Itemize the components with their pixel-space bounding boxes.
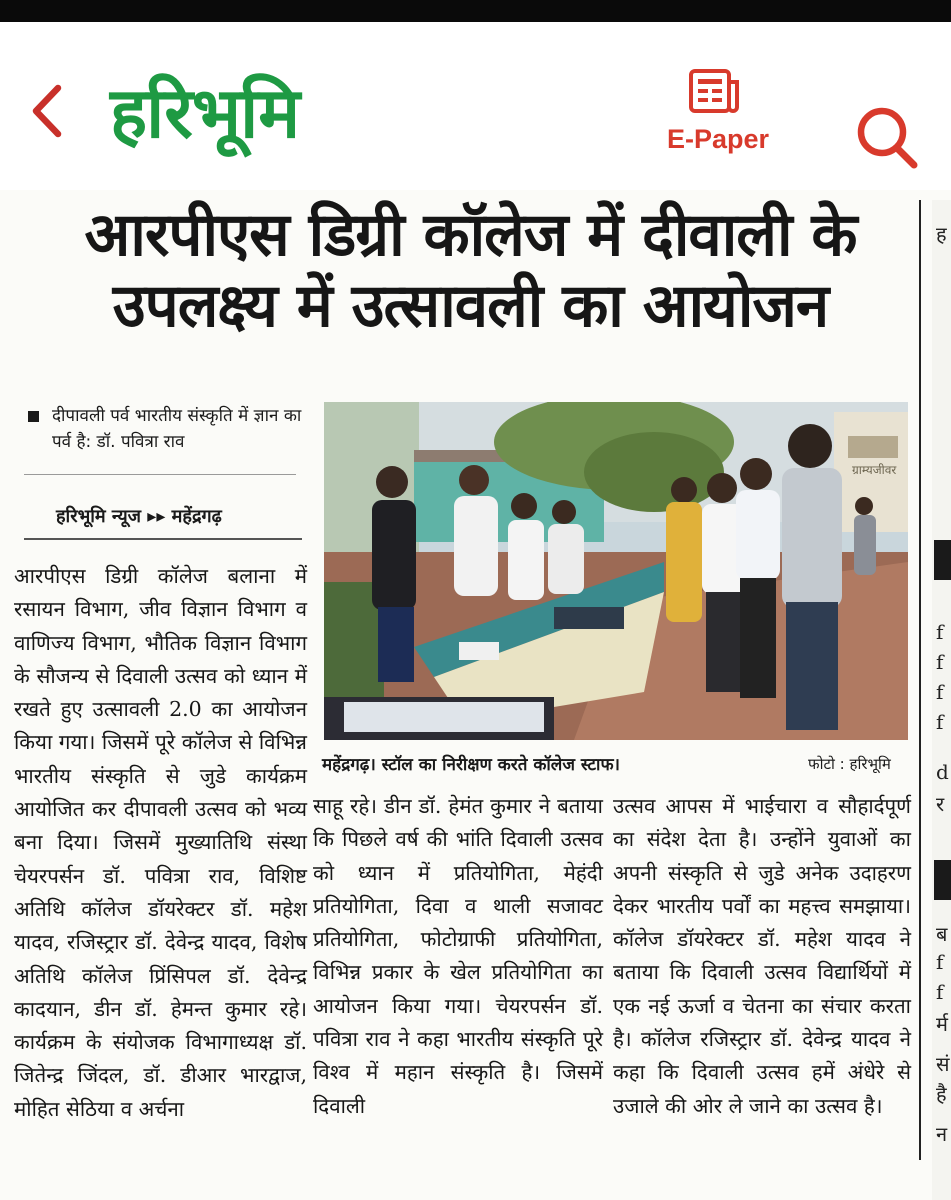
divider xyxy=(24,538,302,540)
article-column-3: उत्सव आपस में भाईचारा व सौहार्दपूर्ण का संदेश देता है। उन्होंने युवाओं का अपनी संस्कृति से जुडे अनेक उदाहरण देकर भारतीय पर्वों का महत्त्व समझाया। कॉलेज डॉयरेक्टर डॉ. महेश यादव ने बताया कि दिवाली उत्सव विद्यार्थियों में एक नई ऊर्जा व चेतना का संचार करता है। कॉलेज रजिस्ट्रार डॉ. देवेन्द्र यादव ने कहा कि दिवाली उत्सव हमें अंधेरे से उजाले की ओर ले जाने का उत्सव है। xyxy=(613,794,911,1118)
article-subhead xyxy=(24,404,304,455)
edge-glyph: है xyxy=(936,1082,947,1106)
article-column-2: साहू रहे। डीन डॉ. हेमंत कुमार ने बताया कि पिछले वर्ष की भांति दिवाली उत्सव को ध्यान में प्रतियोगिता, मेहंदी प्रतियोगिता, दिवा व थाली सजावट प्रतियोगिता, फोटोग्राफी प्रतियोगिता, विभिन्न प्रकार के खेल प्रतियोगिता का आयोजन किया गया। चेयरपर्सन डॉ. पवित्रा राव ने कहा भारतीय संस्कृति पूरे विश्व में महान संस्कृति है। जिसमें दिवाली xyxy=(313,794,603,1118)
headline-line-1: आरपीएस डिग्री कॉलेज में दीवाली के xyxy=(84,200,857,270)
divider xyxy=(24,474,296,475)
bullet-square-icon xyxy=(28,411,39,422)
edge-glyph: d xyxy=(936,760,949,784)
edge-glyph: र xyxy=(936,792,945,816)
app-header xyxy=(0,22,951,190)
edge-glyph: f xyxy=(936,680,944,704)
device-status-strip xyxy=(0,0,951,22)
epaper-button[interactable] xyxy=(648,68,788,163)
edge-glyph: f xyxy=(936,620,944,644)
newspaper-icon xyxy=(688,68,742,114)
site-logo[interactable]: हरिभूमि xyxy=(110,72,300,154)
edge-glyph: सं xyxy=(936,1052,950,1076)
edge-glyph: र्म xyxy=(936,1012,948,1036)
photo-caption: महेंद्रगढ़। स्टॉल का निरीक्षण करते कॉलेज स्टाफ। xyxy=(322,755,620,775)
search-icon xyxy=(852,102,924,174)
chevron-left-icon xyxy=(30,84,64,138)
edge-dark-band xyxy=(934,540,951,580)
search-button[interactable] xyxy=(852,102,924,174)
edge-glyph: f xyxy=(936,950,944,974)
photo-credit: फोटो : हरिभूमि xyxy=(808,755,891,773)
column-rule xyxy=(919,200,921,1160)
edge-glyph: न xyxy=(936,1122,948,1146)
edge-glyph: f xyxy=(936,710,944,734)
article-column-1: आरपीएस डिग्री कॉलेज बलाना में रसायन विभाग, जीव विज्ञान विभाग व वाणिज्य विभाग, भौतिक विज्ञान विभाग के सौजन्य से दिवाली उत्सव को ध्यान में रखते हुए उत्सावली 2.0 का आयोजन किया गया। जिसमें पूरे कॉलेज से विभिन्न भारतीय संस्कृति से जुडे कार्यक्रम आयोजित कर दीपावली उत्सव को भव्य बना दिया। जिसमें मुख्यातिथि संस्था चेयरपर्सन डॉ. पवित्रा राव, विशिष्ट अतिथि कॉलेज डॉयरेक्टर डॉ. महेश यादव, रजिस्ट्रार डॉ. देवेन्द्र यादव, विशेष अतिथि कॉलेज प्रिंसिपल डॉ. देवेन्द्र कादयान, डीन डॉ. हेमन्त कुमार रहे। कार्यक्रम के संयोजक विभागाध्यक्ष डॉ. जितेन्द्र जिंदल, डॉ. डीआर भारद्वाज, मोहित सेठिया व अर्चना xyxy=(14,564,307,1121)
edge-dark-band xyxy=(934,860,951,900)
byline: हरिभूमि न्यूज ▸▸ महेंद्रगढ़ xyxy=(56,506,222,527)
article-headline xyxy=(18,200,923,342)
epaper-label: E-Paper xyxy=(666,124,770,154)
photo-illustration xyxy=(324,402,908,740)
edge-glyph: f xyxy=(936,980,944,1004)
subhead-text: दीपावली पर्व भारतीय संस्कृति में ज्ञान का पर्व है: डॉ. पवित्रा राव xyxy=(52,406,302,452)
edge-glyph: ह xyxy=(936,222,947,246)
photo-sign-text: ग्राम्यजीवर xyxy=(852,463,897,477)
adjacent-article-edge xyxy=(932,200,951,1200)
headline-line-2: उपलक्ष्य में उत्सावली का आयोजन xyxy=(112,270,829,341)
article-photo xyxy=(324,402,908,740)
edge-glyph: f xyxy=(936,650,944,674)
back-button[interactable] xyxy=(22,76,72,146)
edge-glyph: ब xyxy=(936,922,948,946)
